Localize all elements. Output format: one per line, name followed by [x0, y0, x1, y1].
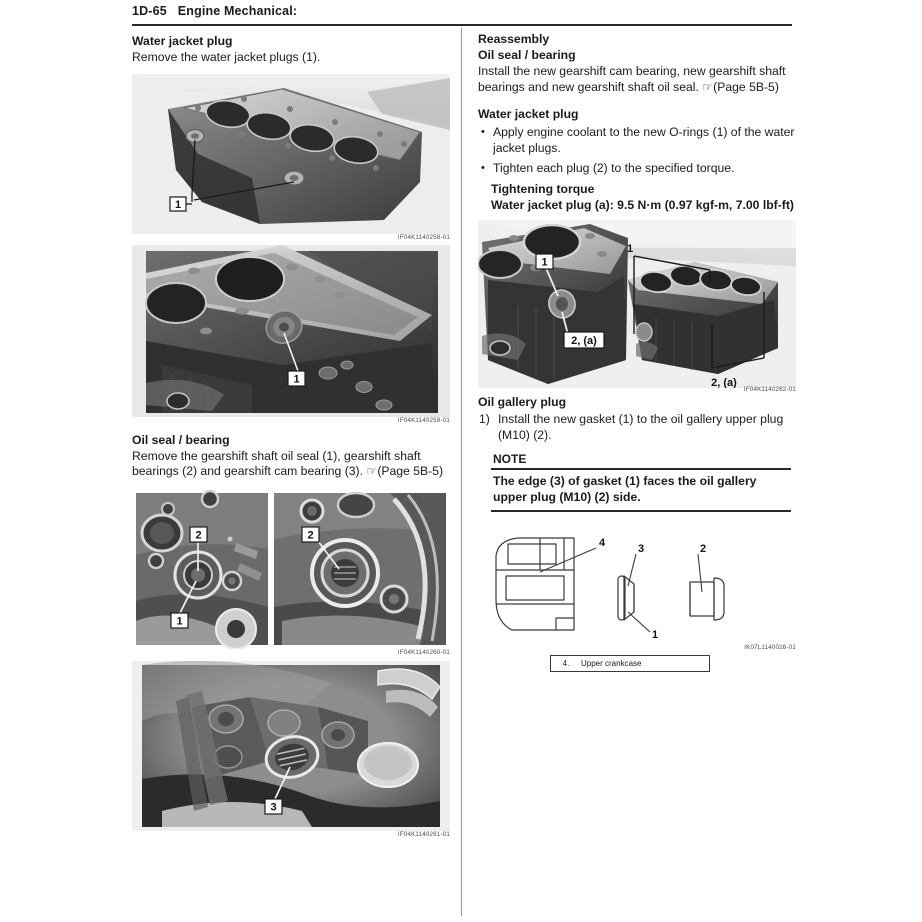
svg-text:2, (a): 2, (a) — [571, 335, 597, 348]
photo-bearings-pair-3 — [132, 489, 450, 649]
svg-text:1: 1 — [176, 615, 183, 628]
figure-gearshift-cam-bearing — [132, 661, 450, 838]
heading-water-jacket-plug-right: Water jacket plug — [478, 107, 579, 122]
svg-text:1: 1 — [174, 198, 182, 211]
diagram-gasket-plug-6 — [478, 526, 796, 644]
figure-code-3: IF04K1140260-01 — [397, 648, 450, 656]
column-divider — [461, 28, 462, 916]
svg-text:2: 2 — [195, 529, 202, 542]
photo-cam-bearing-4 — [132, 661, 450, 831]
svg-text:1: 1 — [626, 243, 634, 256]
note-title: NOTE — [493, 452, 527, 467]
list-water-jacket-steps — [478, 125, 796, 177]
heading-oil-seal-bearing-left: Oil seal / bearing — [132, 432, 230, 447]
text-oil-seal-bearing-left: Remove the gearshift shaft oil seal (1), gearshift shaft bearings (2) and gearshift cam bearing (3). ☞(Page 5B-5) — [132, 448, 444, 479]
photo-plug-install-5 — [478, 220, 796, 388]
right-column — [478, 32, 796, 672]
figure-code-1: IF04K1140258-01 — [397, 233, 450, 241]
section-title: Engine Mechanical: — [177, 4, 298, 18]
page-header — [132, 4, 792, 18]
svg-text:4: 4 — [599, 536, 606, 549]
note-rule-bottom — [491, 510, 791, 512]
svg-text:2: 2 — [700, 542, 707, 555]
step-install-gasket — [478, 412, 796, 443]
step-number: 1) — [479, 412, 490, 427]
svg-text:2: 2 — [307, 529, 314, 542]
note-text: The edge (3) of gasket (1) faces the oil gallery upper plug (M10) (2) side. — [493, 473, 757, 504]
heading-water-jacket-plug: Water jacket plug — [132, 34, 233, 48]
figure-bearings-pair — [132, 489, 450, 656]
torque-value: Water jacket plug (a): 9.5 N·m (0.97 kgf-m, 7.00 lbf-ft) — [491, 197, 794, 212]
svg-text:2, (a): 2, (a) — [711, 377, 737, 389]
note-box — [491, 452, 791, 511]
heading-oil-seal-bearing-right: Oil seal / bearing — [478, 48, 576, 62]
part-number: 4. — [562, 658, 570, 668]
figure-code-5: IF04K1140262-01 — [743, 386, 796, 394]
svg-text:3: 3 — [270, 801, 277, 814]
photo-engine-block-1 — [132, 74, 450, 234]
heading-reassembly: Reassembly — [478, 32, 550, 46]
step-text: Install the new gasket (1) to the oil gallery upper plug (M10) (2). — [498, 412, 784, 442]
bullet-tighten-plug: • Tighten each plug (2) to the specified torque. — [478, 161, 796, 177]
list-oil-gallery-steps — [478, 412, 796, 443]
part-legend-table — [550, 655, 710, 672]
figure-plug-install-pair — [478, 220, 796, 393]
part-label: Upper crankcase — [581, 658, 642, 668]
figure-code-2: IF04K1140259-01 — [397, 416, 450, 424]
torque-label: Tightening torque — [491, 181, 595, 196]
figure-code-6: IK07L1140026-01 — [744, 643, 796, 651]
page-number: 1D-65 — [132, 4, 167, 18]
svg-text:1: 1 — [652, 628, 659, 641]
text-oil-seal-bearing-right: Install the new gearshift cam bearing, new gearshift shaft bearings and new gearshift shaft oil seal. ☞(Page 5B-5) — [478, 64, 786, 94]
svg-text:3: 3 — [638, 542, 645, 555]
photo-crankcase-2 — [132, 245, 450, 417]
left-column — [132, 34, 450, 838]
header-rule — [132, 24, 792, 26]
figure-gasket-plug-diagram — [478, 526, 796, 651]
figure-engine-block — [132, 74, 450, 241]
svg-text:1: 1 — [293, 373, 300, 386]
text-water-jacket-plug: Remove the water jacket plugs (1). — [132, 50, 321, 64]
figure-crankcase-closeup — [132, 245, 450, 424]
heading-oil-gallery-plug: Oil gallery plug — [478, 395, 567, 410]
svg-text:1: 1 — [541, 256, 548, 269]
figure-code-4: IF04K1140261-01 — [397, 830, 450, 838]
bullet-apply-coolant: • Apply engine coolant to the new O-rings (1) of the water jacket plugs. — [478, 125, 796, 156]
